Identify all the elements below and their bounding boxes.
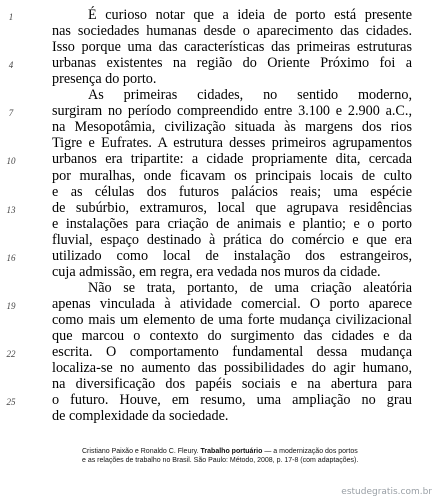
text-line xyxy=(52,151,412,167)
text-line xyxy=(52,184,412,200)
text-line xyxy=(52,200,412,216)
text-line xyxy=(52,360,412,376)
text-line xyxy=(52,312,412,328)
text-line-content: surgiram no período compreendido entre 3.100 e 2.900 a.C., xyxy=(52,103,412,120)
text-line-content: urbanos era tripartite: a cidade propriamente dita, cercada xyxy=(52,151,412,168)
text-line-content: apenas vinculada à atividade comercial. O porto aparece xyxy=(52,295,412,312)
text-line xyxy=(52,119,412,135)
text-line xyxy=(52,344,412,360)
text-line xyxy=(52,71,412,87)
text-line-content: e instalações para criação de animais e plantio; e o porto xyxy=(52,215,412,232)
text-line-content: nas sociedades humanas desde o aparecimento das cidades. xyxy=(52,23,412,40)
text-line-content: de complexidade da sociedade. xyxy=(52,408,229,425)
text-line-content: fluvial, espaço destinado à prática do comércio e que era xyxy=(52,231,412,248)
text-line xyxy=(52,7,412,23)
text-line xyxy=(52,408,412,424)
text-line-content: que marcou o contexto do surgimento das cidades e da xyxy=(52,328,412,344)
text-line-content: localiza-se no aumento das possibilidades do agir humano, xyxy=(52,360,412,377)
text-line xyxy=(52,135,412,151)
line-number: 19 xyxy=(6,300,16,311)
text-line xyxy=(52,55,412,71)
text-line xyxy=(52,296,412,312)
text-line-content: cuja admissão, em regra, era vedada nos muros da cidade. xyxy=(52,263,381,280)
text-line xyxy=(52,280,412,296)
citation-authors: Cristiano Paixão e Ronaldo C. Fleury. xyxy=(82,448,201,455)
text-line xyxy=(52,376,412,392)
line-number: 25 xyxy=(6,397,16,408)
text-line-content: Não se trata, portanto, de uma criação aleatória xyxy=(88,279,412,296)
line-number: 13 xyxy=(6,204,16,215)
text-line-content: e as células dos futuros palácios reais; uma espécie xyxy=(52,183,412,200)
source-citation-line2: e as relações de trabalho no Brasil. São Paulo: Método, 2008, p. 17-8 (com adaptações). xyxy=(82,457,359,464)
watermark: estudegratis.com.br xyxy=(341,487,432,497)
text-line xyxy=(52,87,412,103)
text-line-content: na diversificação dos papéis sociais e na abertura para xyxy=(52,376,412,393)
text-line-content: escrita. O comportamento fundamental dessa mudança xyxy=(52,344,412,361)
text-line xyxy=(52,103,412,119)
text-line-content: o futuro. Houve, em resumo, uma ampliação no grau xyxy=(52,392,412,409)
text-line-content: por muralhas, onde ficavam os principais locais de culto xyxy=(52,167,412,184)
text-line-content: como mais um elemento de uma forte mudança civilizacional xyxy=(52,311,412,328)
line-number: 16 xyxy=(6,252,16,263)
text-line-content: É curioso notar que a ideia de porto está presente xyxy=(88,7,412,23)
line-number: 22 xyxy=(6,349,16,360)
line-number: 1 xyxy=(8,12,14,22)
text-line xyxy=(52,23,412,39)
text-line xyxy=(52,168,412,184)
line-number: 4 xyxy=(8,60,14,71)
text-line xyxy=(52,264,412,280)
text-line-content: urbanas existentes na região do Oriente Próximo foi a xyxy=(52,55,412,72)
citation-title: Trabalho portuário xyxy=(200,448,263,455)
text-line-content: As primeiras cidades, no sentido moderno, xyxy=(88,87,412,104)
text-line-content: Tigre e Eufrates. A estrutura desses primeiros agrupamentos xyxy=(52,135,412,152)
text-line xyxy=(52,232,412,248)
text-line xyxy=(52,328,412,344)
text-line-content: na Mesopotâmia, civilização situada às margens dos rios xyxy=(52,119,412,136)
line-number: 10 xyxy=(6,156,16,167)
text-line xyxy=(52,248,412,264)
text-line xyxy=(52,216,412,232)
text-line xyxy=(52,392,412,408)
text-line-content: Isso porque uma das características das primeiras estruturas xyxy=(52,39,412,56)
text-line-content: utilizado como local de instalação dos estrangeiros, xyxy=(52,247,412,264)
text-line xyxy=(52,39,412,55)
citation-subtitle: — a modernização dos portos xyxy=(262,448,358,455)
line-number: 7 xyxy=(8,108,14,119)
text-line-content: presença do porto. xyxy=(52,71,157,88)
text-line-content: de subúrbio, extramuros, local que agrupava residências xyxy=(52,199,412,216)
source-citation xyxy=(82,447,412,456)
